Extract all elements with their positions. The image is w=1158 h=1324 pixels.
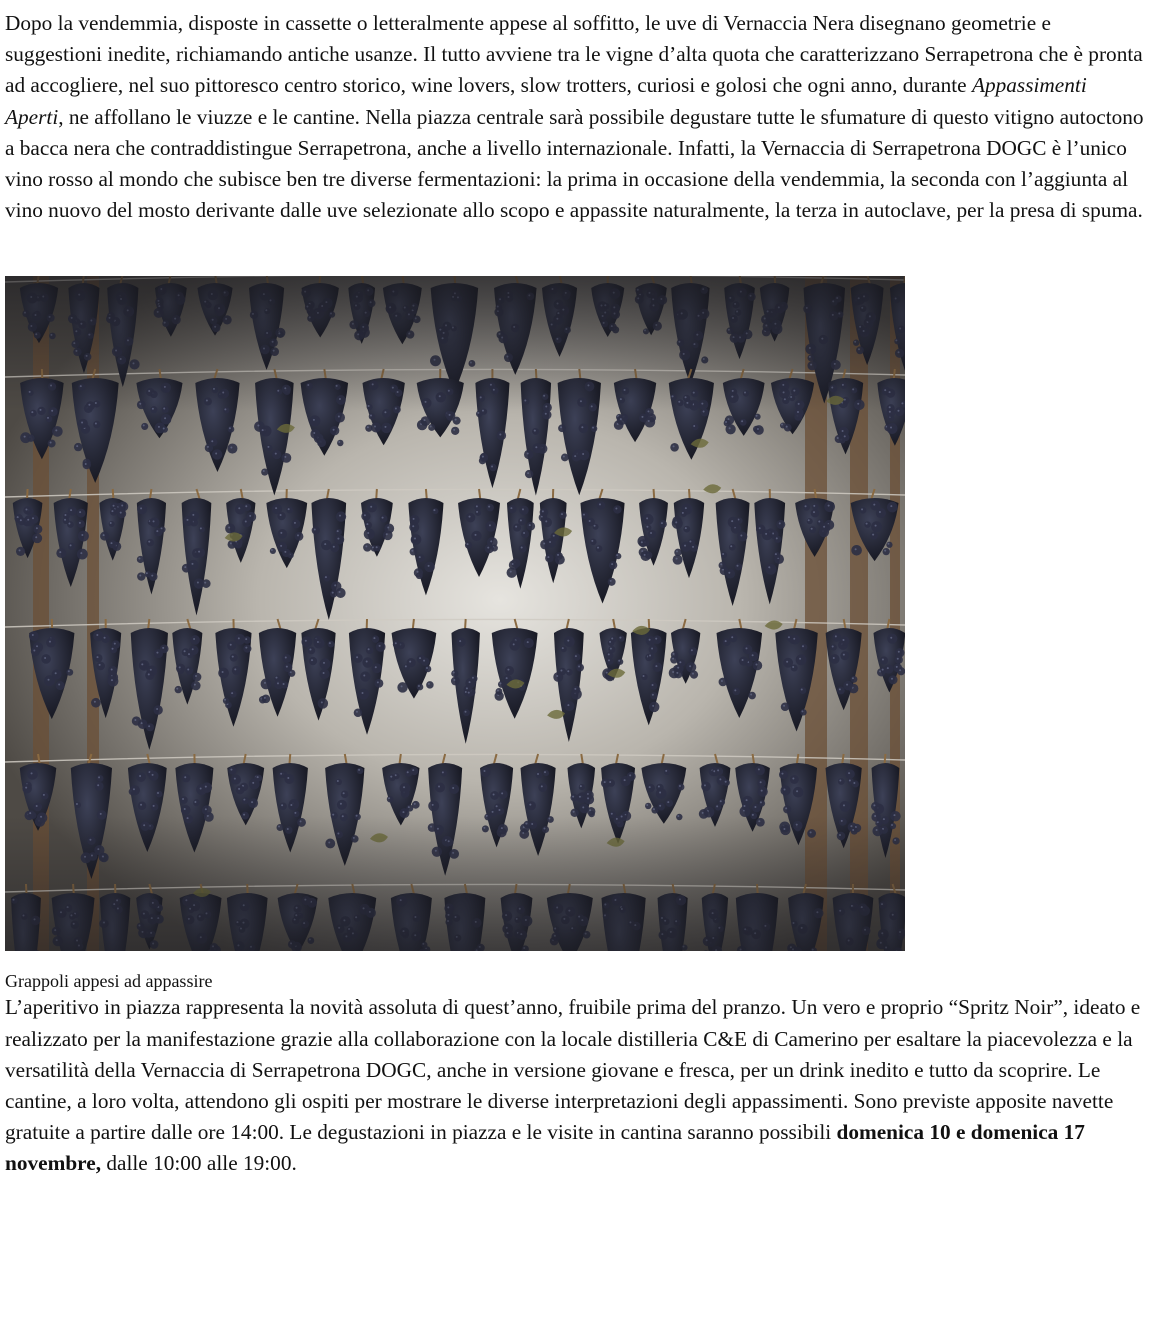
event-name-emphasis: Appassimenti Aperti (5, 73, 1087, 129)
article-photo (5, 276, 905, 951)
hanging-grapes-photo (5, 276, 905, 951)
paragraph-intro-text-b: , ne affollano le viuzze e le cantine. Nella piazza centrale sarà possibile degustare tutte le sfumature di questo vitigno autoctono a bacca nera che contraddistingue Serrapetrona, anche a livello internazionale. Infatti, la Vernaccia di Serrapetrona DOGC è l’unico vino rosso al mondo che subisce ben tre diverse fermentazioni: la prima in occasione della vendemmia, la seconda con l’aggiunta al vino nuovo del mosto derivante dalle uve selezionate allo scopo e appassite naturalmente, la terza in autoclave, per la presa di spuma. (5, 104, 1144, 223)
event-dates-bold: domenica 10 e domenica 17 novembre, (5, 1120, 1085, 1176)
paragraph-aperitivo-text: L’aperitivo in piazza rappresenta la novità assoluta di quest’anno, fruibile prima del pranzo. Un vero e proprio “Spritz Noir”, ideato e realizzato per la manifestazione grazie alla collaborazione con la locale distilleria C&E di Camerino per esaltare la piacevolezza e la versatilità della Vernaccia di Serrapetrona DOGC, anche in versione giovane e fresca, per un drink inedito e tutto da scoprire. Le cantine, a loro volta, attendono gli ospiti per mostrare le diverse interpretazioni degli appassimenti. Sono previste apposite navette gratuite a partire dalle ore 14:00. Le degustazioni in piazza e le visite in cantina saranno possibili (5, 995, 1141, 1145)
paragraph-aperitivo (5, 992, 1150, 1179)
paragraph-intro-text-a: Dopo la vendemmia, disposte in cassette o letteralmente appese al soffitto, le uve di Vernaccia Nera disegnano geometrie e suggestioni inedite, richiamando antiche usanze. Il tutto avviene tra le vigne d’alta quota che caratterizzano Serrapetrona che è pronta ad accogliere, nel suo pittoresco centro storico, wine lovers, slow trotters, curiosi e golosi che ogni anno, durante (5, 11, 1143, 98)
image-caption: Grappoli appesi ad appassire (5, 971, 213, 992)
paragraph-aperitivo-hours: dalle 10:00 alle 19:00. (101, 1151, 297, 1176)
paragraph-intro (5, 8, 1150, 226)
